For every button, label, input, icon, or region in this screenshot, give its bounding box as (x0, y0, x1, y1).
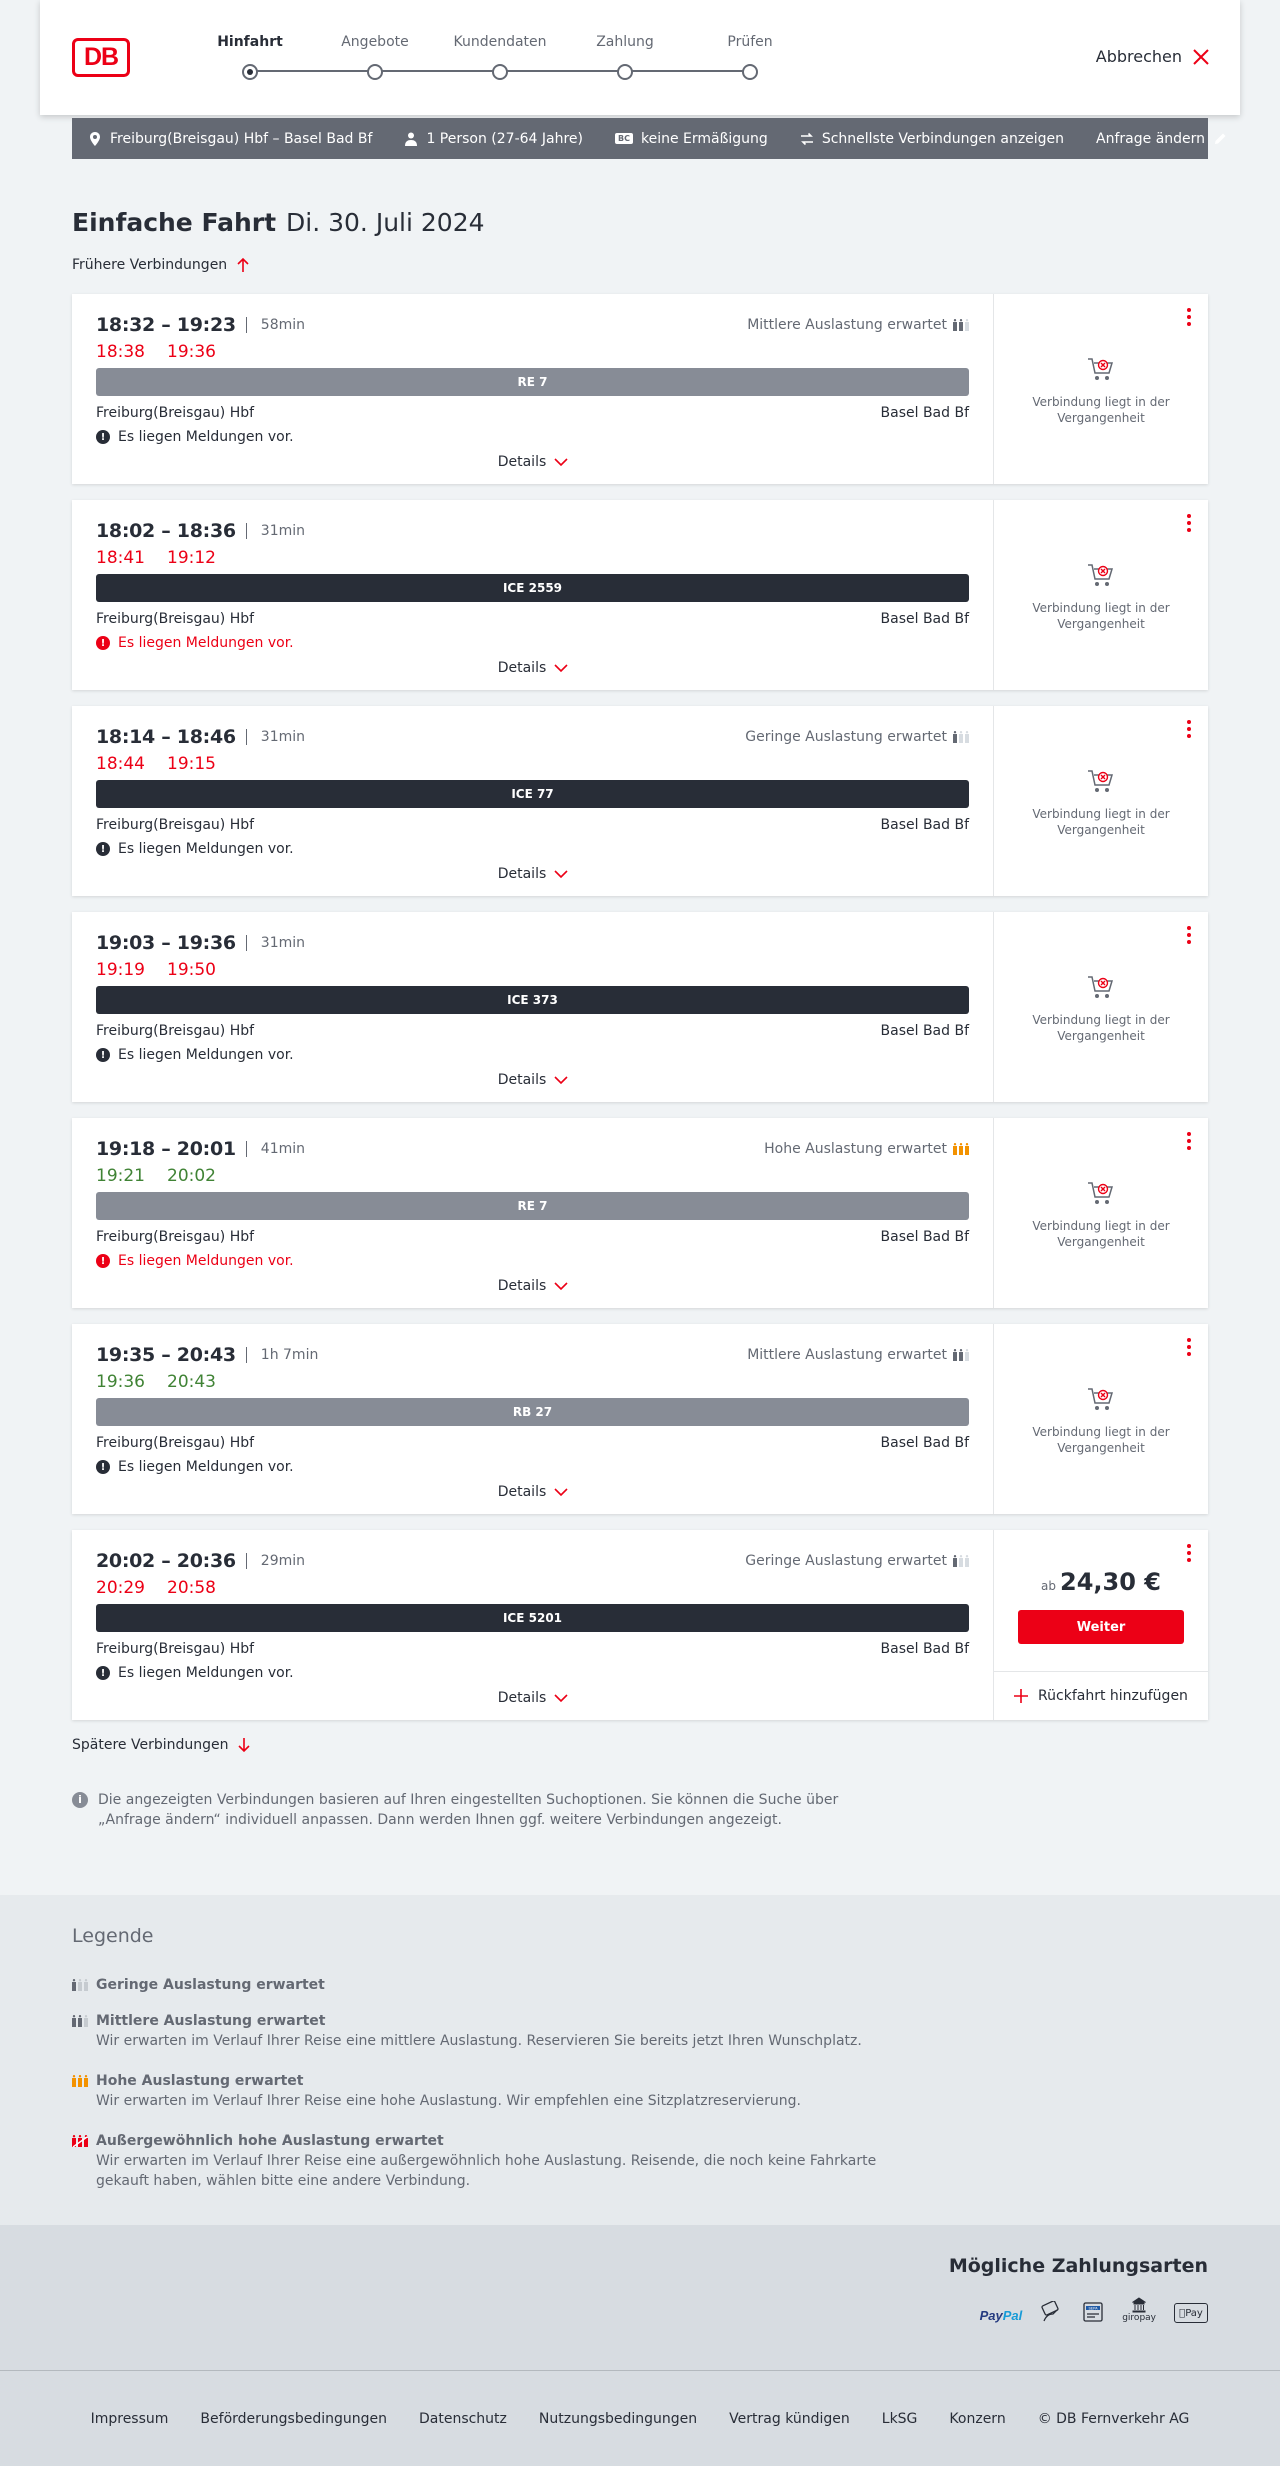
more-options-icon[interactable] (1186, 514, 1192, 532)
title-main: Einfache Fahrt (72, 208, 277, 237)
arrow-up-icon (235, 257, 251, 273)
origin-station: Freiburg(Breisgau) Hbf (96, 1023, 255, 1039)
duration: 41min (260, 1141, 306, 1157)
continue-label: Weiter (1076, 1619, 1126, 1635)
step-pruefen (680, 30, 820, 80)
search-options-info (72, 1790, 852, 1830)
payment-icons (980, 2297, 1208, 2323)
earlier-label: Frühere Verbindungen (72, 257, 228, 273)
footer-link-impressum[interactable]: Impressum (90, 2410, 169, 2427)
duration: 31min (260, 729, 306, 745)
realtime-departure: 19:36 (96, 1372, 145, 1392)
giropay-label: giropay (1122, 2313, 1156, 2323)
destination-station: Basel Bad Bf (880, 1023, 969, 1039)
legend-item-exceptional (72, 2131, 892, 2191)
connection-card[interactable] (72, 912, 1208, 1102)
exclamation-icon: ! (96, 842, 110, 856)
legend-item-title: Außergewöhnlich hohe Auslastung erwartet (96, 2133, 444, 2149)
footer-link-lksg[interactable]: LkSG (881, 2410, 918, 2427)
train-bar (96, 1398, 969, 1426)
discount-text: keine Ermäßigung (640, 130, 768, 147)
past-text: Verbindung liegt in der Vergangenheit (1032, 1425, 1170, 1455)
past-connection-note (994, 1386, 1208, 1456)
exclamation-icon: ! (96, 1048, 110, 1062)
paypal-text-b: Pal (1002, 2308, 1023, 2323)
realtime-times (96, 1576, 969, 1600)
exclamation-icon: ! (96, 1666, 110, 1680)
notice-text: Es liegen Meldungen vor. (118, 1047, 294, 1063)
change-request-button[interactable] (1096, 131, 1227, 147)
exclamation-icon: ! (96, 430, 110, 444)
step-dot (492, 64, 508, 80)
legend-item-desc: Wir erwarten im Verlauf Ihrer Reise eine außergewöhnlich hohe Auslastung. Reisende, die noch keine Fahrkarte gekauft haben, wählen bitte eine andere Verbindung. (96, 2153, 877, 2189)
notice (96, 1664, 969, 1682)
destination-station: Basel Bad Bf (880, 1641, 969, 1657)
divider (246, 523, 247, 539)
train-name: ICE 2559 (502, 581, 563, 595)
stations (96, 1434, 969, 1452)
destination-station: Basel Bad Bf (880, 405, 969, 421)
train-bar (96, 368, 969, 396)
scheduled-times: 19:18 – 20:01 (96, 1138, 236, 1160)
past-text: Verbindung liegt in der Vergangenheit (1032, 1219, 1170, 1249)
occupancy-text: Hohe Auslastung erwartet (764, 1141, 947, 1157)
summary-fastest (800, 131, 1064, 147)
details-toggle[interactable] (72, 866, 994, 882)
summary-discount (615, 131, 768, 147)
scheduled-times: 18:02 – 18:36 (96, 520, 236, 542)
legend-section (0, 1895, 1280, 2225)
footer (0, 2370, 1280, 2466)
details-label: Details (497, 1484, 547, 1500)
connection-card[interactable] (72, 1118, 1208, 1308)
connection-card[interactable] (72, 1324, 1208, 1514)
later-connections-link[interactable] (72, 1737, 252, 1753)
paypal-icon (980, 2308, 1023, 2323)
applepay-text: Pay (1182, 2307, 1200, 2319)
occupancy-low-icon (72, 1979, 88, 1991)
cart-unavailable-icon (1087, 1386, 1115, 1412)
realtime-times (96, 340, 969, 364)
legend-item-title: Mittlere Auslastung erwartet (96, 2013, 326, 2029)
realtime-arrival: 20:58 (167, 1578, 216, 1598)
swap-arrows-icon (800, 132, 814, 146)
step-angebote (305, 30, 445, 80)
origin-station: Freiburg(Breisgau) Hbf (96, 1641, 255, 1657)
title-date: Di. 30. Juli 2024 (286, 208, 485, 237)
booking-area (994, 912, 1208, 1102)
realtime-arrival: 19:12 (167, 548, 216, 568)
step-dot (617, 64, 633, 80)
destination-station: Basel Bad Bf (880, 817, 969, 833)
bahncard-icon: BC (615, 133, 633, 144)
scheduled-times: 19:03 – 19:36 (96, 932, 236, 954)
occupancy-text: Mittlere Auslastung erwartet (747, 317, 947, 333)
details-toggle[interactable] (72, 1690, 994, 1706)
notice (96, 1046, 969, 1064)
past-text: Verbindung liegt in der Vergangenheit (1032, 601, 1170, 631)
past-text: Verbindung liegt in der Vergangenheit (1032, 1013, 1170, 1043)
train-name: ICE 5201 (502, 1611, 563, 1625)
train-name: RE 7 (517, 375, 548, 389)
person-icon (404, 132, 418, 146)
plus-icon (1014, 1689, 1028, 1703)
step-zahlung (555, 30, 695, 80)
chevron-down-icon (554, 1693, 568, 1703)
stations (96, 1022, 969, 1040)
step-label: Zahlung (596, 34, 654, 50)
destination-station: Basel Bad Bf (880, 611, 969, 627)
past-connection-note (994, 356, 1208, 426)
realtime-arrival: 20:43 (167, 1372, 216, 1392)
notice-text: Es liegen Meldungen vor. (118, 1459, 294, 1475)
destination-station: Basel Bad Bf (880, 1435, 969, 1451)
train-bar (96, 986, 969, 1014)
train-name: ICE 373 (507, 993, 558, 1007)
train-name: RB 27 (512, 1405, 553, 1419)
realtime-departure: 20:29 (96, 1578, 145, 1598)
divider (246, 1553, 247, 1569)
realtime-times (96, 546, 969, 570)
legend-item-low (72, 1975, 892, 1995)
divider (246, 1141, 247, 1157)
legend-item-title: Hohe Auslastung erwartet (96, 2073, 304, 2089)
chevron-down-icon (554, 457, 568, 467)
scheduled-times: 18:14 – 18:46 (96, 726, 236, 748)
cart-unavailable-icon (1087, 974, 1115, 1000)
realtime-departure: 18:38 (96, 342, 145, 362)
footer-link-nutzungsbedingungen[interactable]: Nutzungsbedingungen (538, 2410, 698, 2427)
exclamation-icon: ! (96, 1460, 110, 1474)
realtime-departure: 19:21 (96, 1166, 145, 1186)
cancel-label: Abbrechen (1095, 47, 1182, 66)
origin-station: Freiburg(Breisgau) Hbf (96, 1229, 255, 1245)
realtime-arrival: 19:15 (167, 754, 216, 774)
notice (96, 428, 969, 446)
destination-station: Basel Bad Bf (880, 1229, 969, 1245)
cancel-button[interactable] (1096, 47, 1210, 66)
add-return-button[interactable] (994, 1671, 1208, 1720)
notice (96, 1252, 969, 1270)
footer-link-befoerderungsbedingungen[interactable]: Beförderungsbedingungen (200, 2410, 387, 2427)
occupancy-info (747, 1347, 969, 1363)
divider (246, 729, 247, 745)
payment-title: Mögliche Zahlungsarten (948, 2255, 1208, 2277)
price-value: 24,30 € (1060, 1568, 1161, 1596)
cart-unavailable-icon (1087, 768, 1115, 794)
occupancy-low-icon (953, 1555, 969, 1567)
realtime-arrival: 19:36 (167, 342, 216, 362)
details-toggle[interactable] (72, 1072, 994, 1088)
details-toggle[interactable] (72, 1484, 994, 1500)
fastest-text: Schnellste Verbindungen anzeigen (821, 130, 1065, 147)
chevron-down-icon (554, 1487, 568, 1497)
notice-text: Es liegen Meldungen vor. (118, 841, 294, 857)
payment-methods-section (0, 2225, 1280, 2370)
step-dot-active (242, 64, 258, 80)
legend-item-desc: Wir erwarten im Verlauf Ihrer Reise eine hohe Auslastung. Wir empfehlen eine Sitzplatzreservierung. (96, 2093, 801, 2109)
change-label: Anfrage ändern (1096, 130, 1206, 147)
db-logo[interactable] (72, 38, 130, 77)
connection-card[interactable] (72, 1530, 1208, 1720)
step-kundendaten (430, 30, 570, 80)
price (994, 1568, 1208, 1596)
info-icon: i (72, 1792, 88, 1808)
scheduled-times: 19:35 – 20:43 (96, 1344, 236, 1366)
realtime-departure: 19:19 (96, 960, 145, 980)
train-name: RE 7 (517, 1199, 548, 1213)
realtime-times (96, 1164, 969, 1188)
occupancy-text: Mittlere Auslastung erwartet (747, 1347, 947, 1363)
footer-link-konzern[interactable]: Konzern (949, 2410, 1006, 2427)
past-connection-note (994, 1180, 1208, 1250)
details-toggle[interactable] (72, 660, 994, 676)
notice-text: Es liegen Meldungen vor. (118, 1253, 294, 1269)
close-icon (1192, 48, 1210, 66)
details-toggle[interactable] (72, 454, 994, 470)
divider (246, 935, 247, 951)
stations (96, 610, 969, 628)
step-hinfahrt (180, 30, 320, 80)
details-label: Details (497, 1072, 547, 1088)
earlier-connections-link[interactable] (72, 257, 251, 273)
step-label: Kundendaten (453, 34, 547, 50)
realtime-arrival: 19:50 (167, 960, 216, 980)
more-options-icon[interactable] (1186, 1544, 1192, 1562)
exclamation-icon: ! (96, 1254, 110, 1268)
duration: 1h 7min (260, 1347, 319, 1363)
notice (96, 1458, 969, 1476)
past-connection-note (994, 974, 1208, 1044)
train-bar (96, 1192, 969, 1220)
legend-item-medium (72, 2011, 892, 2051)
summary-persons (404, 131, 583, 147)
duration: 58min (260, 317, 306, 333)
past-connection-note (994, 768, 1208, 838)
divider (246, 1347, 247, 1363)
step-dot (367, 64, 383, 80)
footer-link-vertrag-kuendigen[interactable]: Vertrag kündigen (729, 2410, 850, 2427)
scheduled-times: 18:32 – 19:23 (96, 314, 236, 336)
step-label: Angebote (341, 34, 409, 50)
origin-station: Freiburg(Breisgau) Hbf (96, 1435, 255, 1451)
train-bar (96, 780, 969, 808)
occupancy-medium-icon (72, 2015, 88, 2027)
past-connection-note (994, 562, 1208, 632)
connection-card[interactable] (72, 500, 1208, 690)
notice-text: Es liegen Meldungen vor. (118, 635, 294, 651)
scheduled-times: 20:02 – 20:36 (96, 1550, 236, 1572)
details-label: Details (497, 866, 547, 882)
divider (246, 317, 247, 333)
legend-item-high (72, 2071, 892, 2111)
occupancy-info (764, 1141, 969, 1157)
notice-text: Es liegen Meldungen vor. (118, 1665, 294, 1681)
details-label: Details (497, 1278, 547, 1294)
more-options-icon[interactable] (1186, 926, 1192, 944)
giropay-icon (1122, 2297, 1156, 2323)
header (40, 0, 1240, 115)
occupancy-medium-icon (953, 1349, 969, 1361)
notice-text: Es liegen Meldungen vor. (118, 429, 294, 445)
add-return-label: Rückfahrt hinzufügen (1038, 1688, 1188, 1704)
booking-area (994, 1530, 1208, 1720)
route-text: Freiburg(Breisgau) Hbf – Basel Bad Bf (110, 130, 373, 147)
chevron-down-icon (554, 869, 568, 879)
train-name: ICE 77 (511, 787, 554, 801)
more-options-icon[interactable] (1186, 1132, 1192, 1150)
duration: 29min (260, 1553, 306, 1569)
price-prefix: ab (1041, 1579, 1056, 1593)
booking-area (994, 706, 1208, 896)
past-text: Verbindung liegt in der Vergangenheit (1032, 395, 1170, 425)
occupancy-high-icon (953, 1143, 969, 1155)
paypal-text-a: Pay (979, 2308, 1003, 2323)
booking-area (994, 1324, 1208, 1514)
stations (96, 404, 969, 422)
notice (96, 634, 969, 652)
step-dot (742, 64, 758, 80)
occupancy-high-icon (72, 2075, 88, 2087)
chevron-down-icon (554, 1075, 568, 1085)
origin-station: Freiburg(Breisgau) Hbf (96, 817, 255, 833)
more-options-icon[interactable] (1186, 308, 1192, 326)
realtime-times (96, 752, 969, 776)
booking-area (994, 500, 1208, 690)
realtime-arrival: 20:02 (167, 1166, 216, 1186)
realtime-times (96, 1370, 969, 1394)
booking-area (994, 294, 1208, 484)
cart-unavailable-icon (1087, 562, 1115, 588)
duration: 31min (260, 935, 306, 951)
connection-card[interactable] (72, 294, 1208, 484)
origin-station: Freiburg(Breisgau) Hbf (96, 611, 255, 627)
occupancy-info (745, 1553, 969, 1569)
occupancy-text: Geringe Auslastung erwartet (745, 1553, 947, 1569)
connection-card[interactable] (72, 706, 1208, 896)
logo-text: DB (83, 43, 119, 71)
details-label: Details (497, 454, 547, 470)
realtime-departure: 18:44 (96, 754, 145, 774)
occupancy-info (745, 729, 969, 745)
legend-title: Legende (72, 1925, 154, 1947)
apple-pay-icon (1174, 2303, 1208, 2323)
details-label: Details (497, 1690, 547, 1706)
info-text: Die angezeigten Verbindungen basieren auf Ihren eingestellten Suchoptionen. Sie können die Suche über „Anfrage ändern“ individuell anpassen. Dann werden Ihnen ggf. weitere Verbindungen angezeigt. (98, 1792, 839, 1828)
origin-station: Freiburg(Breisgau) Hbf (96, 405, 255, 421)
train-bar (96, 1604, 969, 1632)
stations (96, 1228, 969, 1246)
step-label: Prüfen (727, 34, 773, 50)
more-options-icon[interactable] (1186, 1338, 1192, 1356)
realtime-times (96, 958, 969, 982)
occupancy-exceptional-icon (72, 2135, 88, 2147)
past-text: Verbindung liegt in der Vergangenheit (1032, 807, 1170, 837)
stations (96, 816, 969, 834)
search-summary-bar (72, 118, 1208, 159)
page-title (72, 208, 485, 237)
cart-unavailable-icon (1087, 356, 1115, 382)
more-options-icon[interactable] (1186, 720, 1192, 738)
occupancy-info (747, 317, 969, 333)
sepa-invoice-icon (1082, 2301, 1104, 2323)
occupancy-low-icon (953, 731, 969, 743)
progress-stepper (180, 30, 780, 90)
step-label: Hinfahrt (217, 34, 283, 50)
details-label: Details (497, 660, 547, 676)
occupancy-medium-icon (953, 319, 969, 331)
location-pin-icon (88, 132, 102, 146)
exclamation-icon: ! (96, 636, 110, 650)
realtime-departure: 18:41 (96, 548, 145, 568)
summary-route (88, 131, 372, 147)
occupancy-text: Geringe Auslastung erwartet (745, 729, 947, 745)
later-label: Spätere Verbindungen (72, 1737, 229, 1753)
sepa-text: SEPA (1088, 2306, 1098, 2311)
duration: 31min (260, 523, 306, 539)
persons-text: 1 Person (27-64 Jahre) (426, 130, 583, 147)
details-toggle[interactable] (72, 1278, 994, 1294)
continue-button[interactable] (1018, 1610, 1184, 1644)
credit-card-icon (1040, 2301, 1064, 2323)
stations (96, 1640, 969, 1658)
notice (96, 840, 969, 858)
train-bar (96, 574, 969, 602)
arrow-down-icon (236, 1737, 252, 1753)
legend-item-desc: Wir erwarten im Verlauf Ihrer Reise eine mittlere Auslastung. Reservieren Sie bereits jetzt Ihren Wunschplatz. (96, 2033, 862, 2049)
cart-unavailable-icon (1087, 1180, 1115, 1206)
booking-area (994, 1118, 1208, 1308)
chevron-down-icon (554, 1281, 568, 1291)
pencil-icon (1213, 132, 1227, 146)
footer-copyright[interactable]: © DB Fernverkehr AG (1037, 2410, 1190, 2427)
footer-link-datenschutz[interactable]: Datenschutz (418, 2410, 507, 2427)
legend-item-title: Geringe Auslastung erwartet (96, 1977, 325, 1993)
chevron-down-icon (554, 663, 568, 673)
